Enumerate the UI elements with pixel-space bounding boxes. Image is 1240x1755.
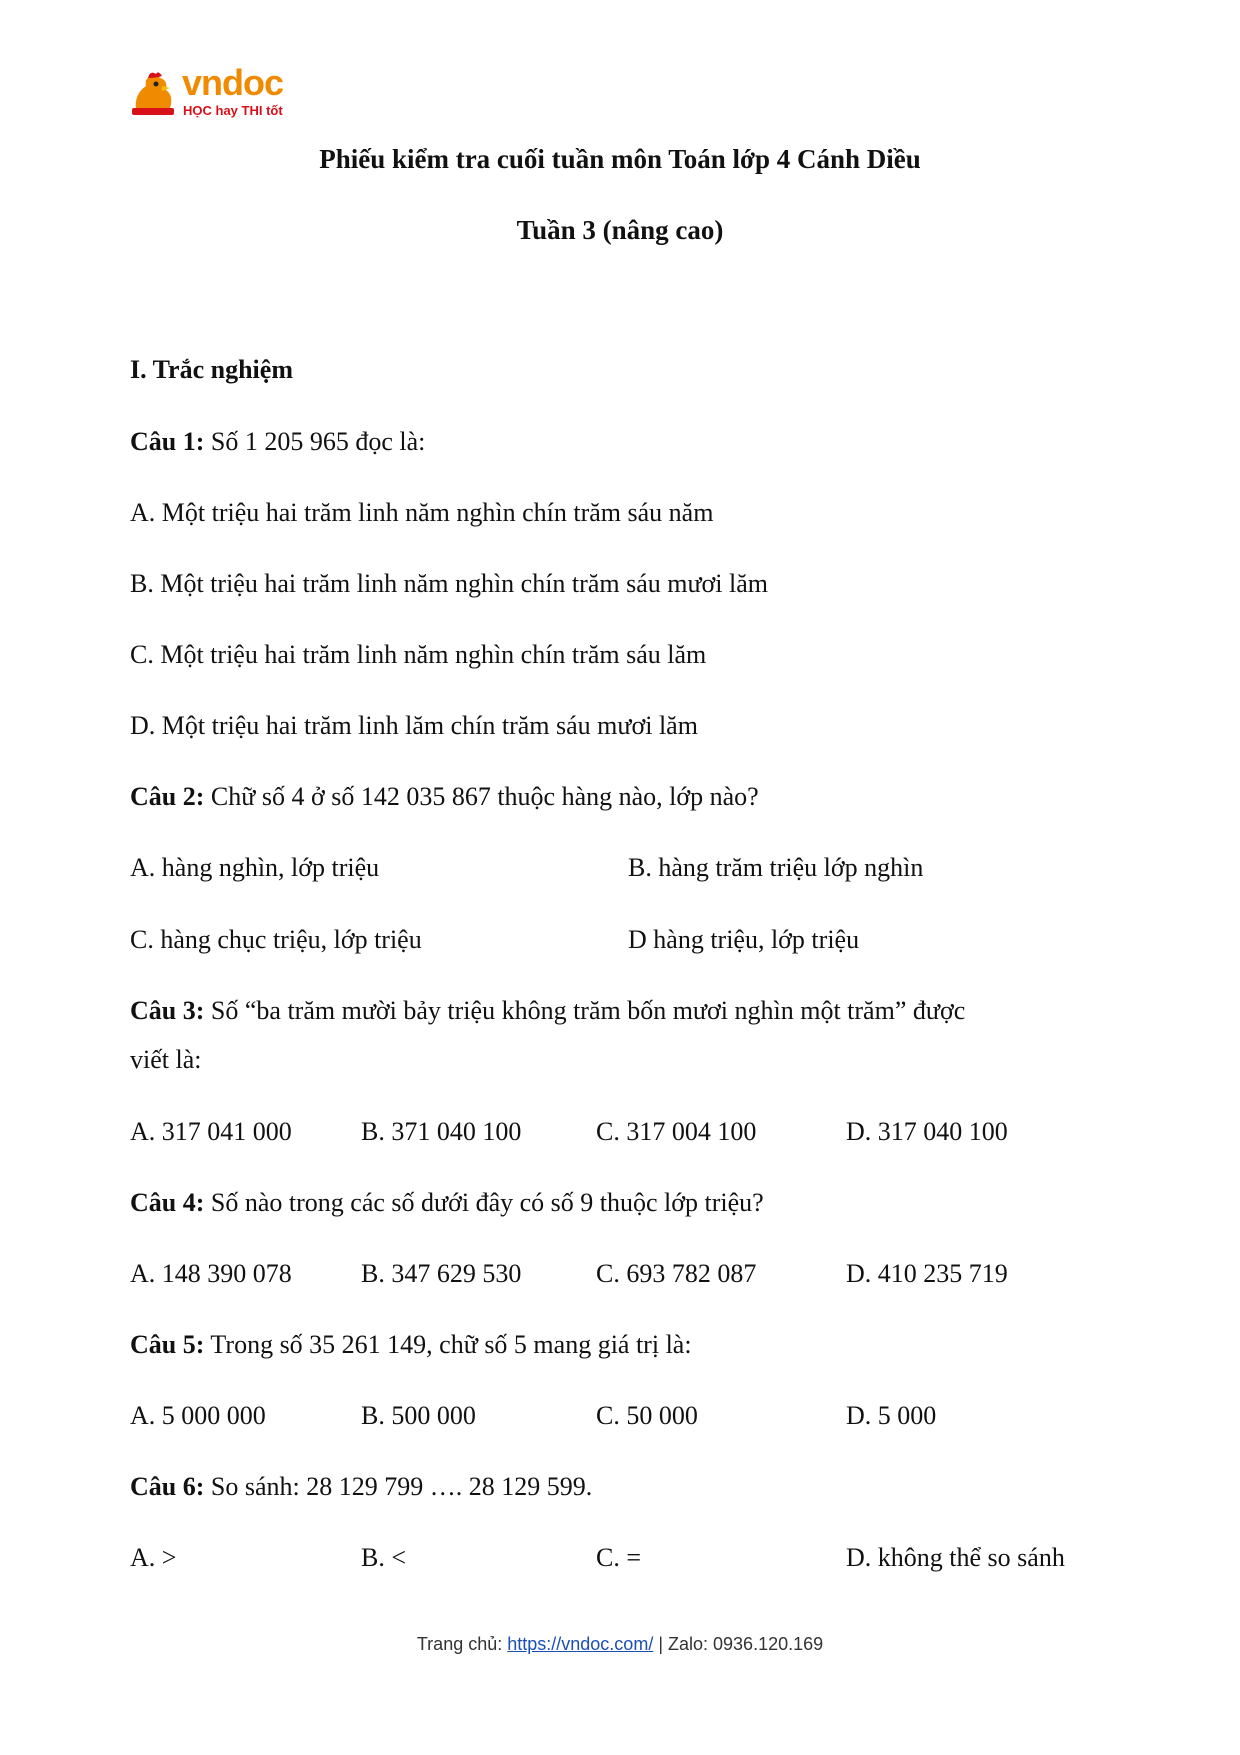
q2-option-a: A. hàng nghìn, lớp triệu bbox=[130, 853, 380, 882]
question-text: Chữ số 4 ở số 142 035 867 thuộc hàng nào, lớp nào? bbox=[204, 782, 759, 811]
question-label: Câu 4: bbox=[130, 1188, 205, 1217]
q6-option-c: C. = bbox=[596, 1543, 642, 1572]
logo-tagline: HỌC hay THI tốt bbox=[183, 103, 283, 118]
q6-option-d: D. không thể so sánh bbox=[846, 1543, 1065, 1572]
question-text: Số “ba trăm mười bảy triệu không trăm bốn mươi nghìn một trăm” được bbox=[204, 996, 966, 1025]
q5-option-d: D. 5 000 bbox=[846, 1401, 937, 1430]
question-3 bbox=[130, 996, 965, 1026]
logo-wordmark: vndoc bbox=[182, 62, 284, 103]
q2-option-b: B. hàng trăm triệu lớp nghìn bbox=[628, 853, 924, 882]
page-title: Phiếu kiểm tra cuối tuần môn Toán lớp 4 Cánh Diều bbox=[319, 144, 921, 174]
question-label: Câu 6: bbox=[130, 1472, 205, 1501]
q5-option-a: A. 5 000 000 bbox=[130, 1401, 266, 1430]
q6-option-a: A. > bbox=[130, 1543, 177, 1572]
footer-contact: | Zalo: 0936.120.169 bbox=[653, 1634, 824, 1654]
rooster-mascot-icon bbox=[130, 70, 178, 118]
question-5 bbox=[130, 1330, 692, 1360]
question-label: Câu 5: bbox=[130, 1330, 205, 1359]
question-label: Câu 1: bbox=[130, 427, 205, 456]
q4-option-d: D. 410 235 719 bbox=[846, 1259, 1008, 1288]
question-4 bbox=[130, 1188, 764, 1218]
q2-option-d: D hàng triệu, lớp triệu bbox=[628, 925, 860, 954]
question-label: Câu 2: bbox=[130, 782, 205, 811]
question-text: Số nào trong các số dưới đây có số 9 thuộc lớp triệu? bbox=[204, 1188, 764, 1217]
q4-option-a: A. 148 390 078 bbox=[130, 1259, 292, 1288]
q1-option-a: A. Một triệu hai trăm linh năm nghìn chín trăm sáu năm bbox=[130, 498, 714, 527]
vndoc-logo bbox=[130, 62, 300, 122]
question-text: Số 1 205 965 đọc là: bbox=[204, 427, 426, 456]
q5-option-c: C. 50 000 bbox=[596, 1401, 698, 1430]
homepage-link[interactable]: https://vndoc.com/ bbox=[507, 1634, 654, 1654]
q6-option-b: B. < bbox=[361, 1543, 407, 1572]
question-text: So sánh: 28 129 799 …. 28 129 599. bbox=[204, 1472, 593, 1501]
q4-option-c: C. 693 782 087 bbox=[596, 1259, 757, 1288]
q1-option-c: C. Một triệu hai trăm linh năm nghìn chín trăm sáu lăm bbox=[130, 640, 707, 669]
page-footer bbox=[0, 1634, 1240, 1655]
q3-option-c: C. 317 004 100 bbox=[596, 1117, 757, 1146]
footer-prefix: Trang chủ: bbox=[416, 1634, 508, 1654]
question-3-continued: viết là: bbox=[130, 1045, 202, 1074]
q1-option-d: D. Một triệu hai trăm linh lăm chín trăm sáu mươi lăm bbox=[130, 711, 698, 740]
question-1 bbox=[130, 427, 425, 457]
question-6 bbox=[130, 1472, 592, 1502]
q5-option-b: B. 500 000 bbox=[361, 1401, 476, 1430]
q3-option-a: A. 317 041 000 bbox=[130, 1117, 292, 1146]
q3-option-b: B. 371 040 100 bbox=[361, 1117, 522, 1146]
q4-option-b: B. 347 629 530 bbox=[361, 1259, 522, 1288]
q1-option-b: B. Một triệu hai trăm linh năm nghìn chín trăm sáu mươi lăm bbox=[130, 569, 769, 598]
section-heading: I. Trắc nghiệm bbox=[130, 355, 293, 384]
q3-option-d: D. 317 040 100 bbox=[846, 1117, 1008, 1146]
q2-option-c: C. hàng chục triệu, lớp triệu bbox=[130, 925, 422, 954]
question-2 bbox=[130, 782, 759, 812]
question-text: Trong số 35 261 149, chữ số 5 mang giá trị là: bbox=[204, 1330, 692, 1359]
page-subtitle: Tuần 3 (nâng cao) bbox=[516, 215, 724, 245]
question-label: Câu 3: bbox=[130, 996, 205, 1025]
